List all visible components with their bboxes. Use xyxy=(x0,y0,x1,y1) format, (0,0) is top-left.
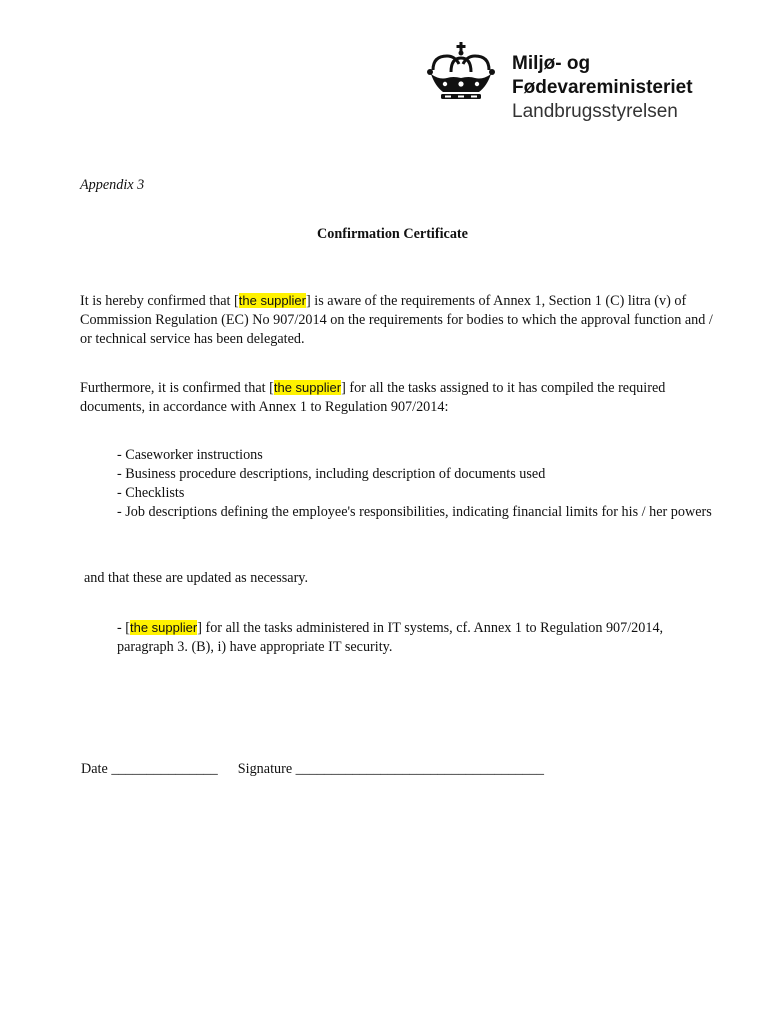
supplier-highlight: the supplier xyxy=(130,620,198,635)
document-title: Confirmation Certificate xyxy=(317,226,468,242)
paragraph-updated: and that these are updated as necessary. xyxy=(84,570,309,586)
appendix-label: Appendix 3 xyxy=(80,177,145,193)
supplier-highlight: the supplier xyxy=(238,293,306,308)
paragraph-confirmation xyxy=(80,291,720,349)
list-item: - Caseworker instructions xyxy=(117,447,263,463)
logo-line-3: Landbrugsstyrelsen xyxy=(512,101,678,122)
document-list xyxy=(117,446,717,522)
para2-after: ] for all the tasks assigned to it has compiled the required documents, in accordance with Annex 1 to Regulation 907/2014: xyxy=(80,380,666,415)
ministry-logo xyxy=(425,40,725,125)
crown-icon xyxy=(425,42,497,104)
logo-line-1: Miljø- og xyxy=(512,53,591,74)
para2-before: Furthermore, it is confirmed that [ xyxy=(80,380,274,396)
list-item: - Checklists xyxy=(117,485,185,501)
ministry-name xyxy=(512,52,693,124)
supplier-highlight: the supplier xyxy=(273,380,342,395)
list-item: - Job descriptions defining the employee's responsibilities, indicating financial limits for his / her powers xyxy=(117,504,712,520)
signature-row xyxy=(81,760,544,779)
list-item: - Business procedure descriptions, including description of documents used xyxy=(117,466,546,482)
paragraph-it-security xyxy=(117,618,717,657)
para4-before: - [ xyxy=(117,620,130,636)
date-field[interactable]: Date _______________ xyxy=(81,761,218,777)
para4-after: ] for all the tasks administered in IT systems, cf. Annex 1 to Regulation 907/2014, paragraph 3. (B), i) have appropriate IT security. xyxy=(117,620,664,655)
logo-line-2: Fødevareministeriet xyxy=(512,77,693,98)
para1-before: It is hereby confirmed that [ xyxy=(80,293,239,309)
paragraph-furthermore xyxy=(80,378,720,417)
para1-after: ] is aware of the requirements of Annex 1, Section 1 (C) litra (v) of Commission Regulation (EC) No 907/2014 on the requirements for bodies to which the approval function and / or technical service has been delegated. xyxy=(80,293,713,347)
signature-field[interactable]: Signature ___________________________________ xyxy=(237,761,544,777)
